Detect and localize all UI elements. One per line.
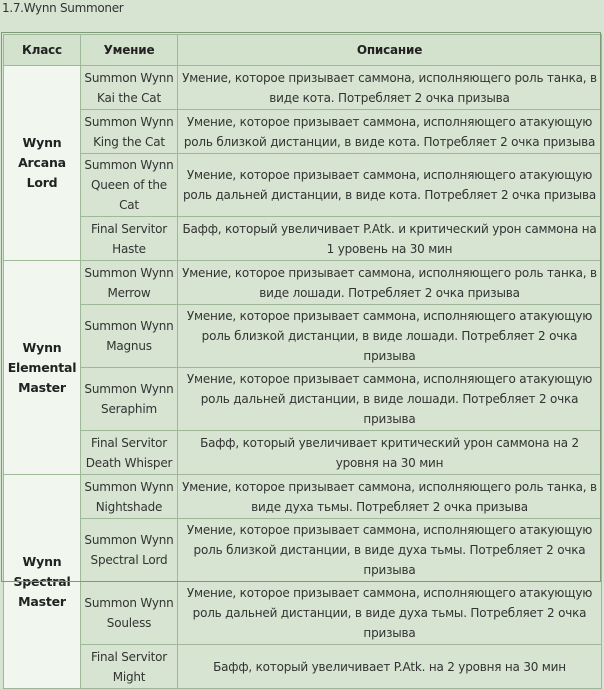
header-skill: Умение xyxy=(81,35,178,66)
skill-description-cell: Бафф, который увеличивает критический урон саммона на 2 уровня на 30 мин xyxy=(178,431,602,475)
header-class: Класс xyxy=(4,35,81,66)
class-name-line: Lord xyxy=(26,175,58,190)
table-body xyxy=(4,66,602,689)
skill-name-cell xyxy=(81,431,178,475)
skill-name-line: Summon Wynn xyxy=(84,70,174,85)
class-name-line: Wynn xyxy=(22,135,62,150)
table-row xyxy=(4,261,602,305)
skill-name-cell xyxy=(81,154,178,217)
skill-description-cell: Умение, которое призывает саммона, исполняющего атакующую роль дальней дистанции, в виде духа тьмы. Потребляет 2 очка призыва xyxy=(178,582,602,645)
table-row xyxy=(4,305,602,368)
table-row xyxy=(4,110,602,154)
class-name-line: Arcana xyxy=(18,155,66,170)
skill-description-cell: Бафф, который увеличивает P.Atk. и критический урон саммона на 1 уровень на 30 мин xyxy=(178,217,602,261)
skill-name-line: King the Cat xyxy=(93,134,165,149)
table-row xyxy=(4,217,602,261)
header-description: Описание xyxy=(178,35,602,66)
skill-name-line: Summon Wynn xyxy=(84,158,174,172)
skill-description-cell: Умение, которое призывает саммона, исполняющего роль танка, в виде кота. Потребляет 2 очка призыва xyxy=(178,66,602,110)
table-row xyxy=(4,154,602,217)
skill-name-cell xyxy=(81,368,178,431)
table-row xyxy=(4,431,602,475)
skill-name-line: Final Servitor xyxy=(90,221,168,236)
skill-name-line: Queen of the Cat xyxy=(91,178,167,212)
skill-name-cell xyxy=(81,217,178,261)
skill-name-cell xyxy=(81,475,178,519)
skill-name-cell xyxy=(81,582,178,645)
skill-name-line: Souless xyxy=(106,616,152,630)
skill-name-cell xyxy=(81,305,178,368)
class-name-line: Wynn xyxy=(22,339,62,355)
skill-name-line: Nightshade xyxy=(95,499,163,514)
table-row xyxy=(4,645,602,689)
skill-description-cell: Умение, которое призывает саммона, исполняющего атакующую роль близкой дистанции, в виде кота. Потребляет 2 очка призыва xyxy=(178,110,602,154)
skill-name-line: Summon Wynn xyxy=(84,596,174,610)
table-row xyxy=(4,368,602,431)
skill-name-cell xyxy=(81,110,178,154)
class-name-cell xyxy=(4,261,81,475)
skill-description-cell: Умение, которое призывает саммона, исполняющего атакующую роль близкой дистанции, в виде духа тьмы. Потребляет 2 очка призыва xyxy=(178,519,602,582)
skill-name-line: Haste xyxy=(112,241,146,256)
skill-name-line: Summon Wynn xyxy=(84,533,174,547)
skill-name-line: Kai the Cat xyxy=(97,90,161,105)
class-name-cell xyxy=(4,66,81,261)
table-row xyxy=(4,66,602,110)
skill-name-cell xyxy=(81,261,178,305)
class-name-line: Spectral xyxy=(13,573,71,589)
section-title: 1.7.Wynn Summoner xyxy=(2,1,124,15)
class-name-line: Master xyxy=(18,593,66,609)
class-name-line: Master xyxy=(18,379,66,395)
skill-description-cell: Умение, которое призывает саммона, исполняющего атакующую роль дальней дистанции, в виде кота. Потребляет 2 очка призыва xyxy=(178,154,602,217)
skill-description-cell: Умение, которое призывает саммона, исполняющего атакующую роль близкой дистанции, в виде лошади. Потребляет 2 очка призыва xyxy=(178,305,602,368)
skill-description-cell: Умение, которое призывает саммона, исполняющего роль танка, в виде лошади. Потребляет 2 очка призыва xyxy=(178,261,602,305)
skill-description-cell: Умение, которое призывает саммона, исполняющего атакующую роль дальней дистанции, в виде лошади. Потребляет 2 очка призыва xyxy=(178,368,602,431)
skills-table xyxy=(3,34,602,689)
skill-description-cell: Бафф, который увеличивает P.Atk. на 2 уровня на 30 мин xyxy=(178,645,602,689)
skill-description-cell: Умение, которое призывает саммона, исполняющего роль танка, в виде духа тьмы. Потребляет 2 очка призыва xyxy=(178,475,602,519)
skill-name-line: Magnus xyxy=(106,339,152,353)
class-name-cell xyxy=(4,475,81,689)
skill-name-cell xyxy=(81,519,178,582)
table-row xyxy=(4,519,602,582)
skill-name-line: Summon Wynn xyxy=(84,479,174,494)
table-row xyxy=(4,475,602,519)
skill-name-line: Summon Wynn xyxy=(84,265,174,280)
skill-name-line: Might xyxy=(112,669,146,684)
skill-name-line: Merrow xyxy=(107,285,151,300)
class-name-line: Wynn xyxy=(22,553,62,569)
table-row xyxy=(4,582,602,645)
skill-name-line: Final Servitor xyxy=(90,649,168,664)
skill-name-line: Spectral Lord xyxy=(90,553,168,567)
table-header-row xyxy=(4,35,602,66)
skill-name-cell xyxy=(81,66,178,110)
skill-name-line: Summon Wynn xyxy=(84,319,174,333)
class-name-line: Elemental xyxy=(7,359,77,375)
skill-name-line: Final Servitor xyxy=(90,435,168,450)
skill-name-line: Summon Wynn xyxy=(84,114,174,129)
skill-name-cell xyxy=(81,645,178,689)
skill-name-line: Summon Wynn xyxy=(84,382,174,396)
skill-name-line: Death Whisper xyxy=(85,455,173,470)
skill-name-line: Seraphim xyxy=(101,402,157,416)
